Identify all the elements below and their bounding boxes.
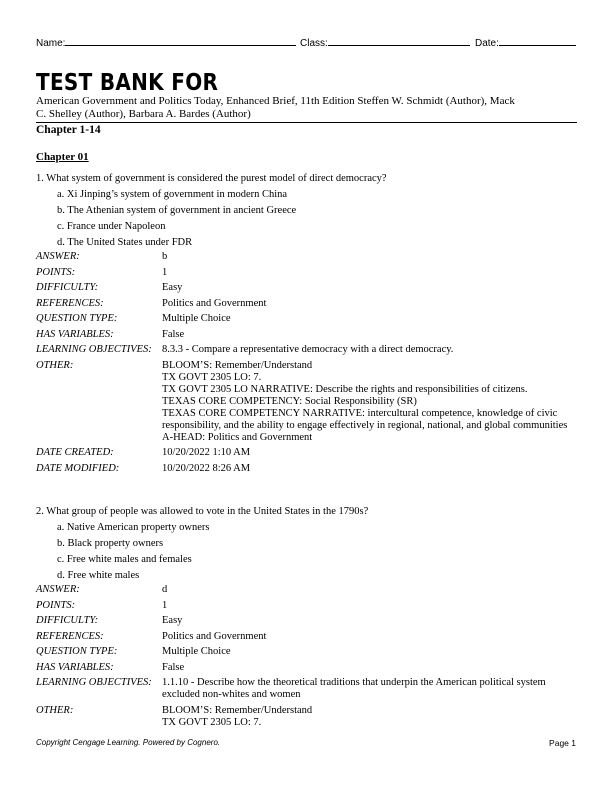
meta-row-question-type xyxy=(36,646,576,662)
question-type-label: QUESTION TYPE: xyxy=(36,313,118,324)
meta-row-date-created xyxy=(36,447,576,463)
page-title: TEST BANK FOR xyxy=(36,68,219,96)
other-line: TEXAS CORE COMPETENCY: Social Responsibility (SR) xyxy=(162,395,417,407)
meta-row-references xyxy=(36,298,576,314)
choice-b: b. Black property owners xyxy=(57,538,164,549)
date-modified-value: 10/20/2022 8:26 AM xyxy=(162,462,251,474)
subtitle-line-1: American Government and Politics Today, Enhanced Brief, 11th Edition Steffen W. Schmidt (Author), Mack xyxy=(36,95,515,107)
name-blank xyxy=(65,36,296,46)
question-metadata xyxy=(36,251,576,478)
choice-d: d. The United States under FDR xyxy=(57,237,193,248)
title-divider xyxy=(36,122,577,123)
meta-row-learning-objectives xyxy=(36,677,576,705)
meta-row-other xyxy=(36,705,576,733)
meta-row-date-modified xyxy=(36,463,576,479)
other-value xyxy=(162,705,576,733)
other-label: OTHER: xyxy=(36,704,74,716)
difficulty-label: DIFFICULTY: xyxy=(36,615,99,626)
references-label: REFERENCES: xyxy=(36,630,104,642)
meta-row-has-variables xyxy=(36,662,576,678)
question-type-value: Multiple Choice xyxy=(162,313,231,324)
has-variables-label: HAS VARIABLES: xyxy=(36,328,114,340)
book-subtitle xyxy=(36,95,576,121)
meta-row-answer xyxy=(36,584,576,600)
other-line: TEXAS CORE COMPETENCY NARRATIVE: intercultural competence, knowledge of civic responsibility, and the ability to engage effectively in regional, national, and global communities xyxy=(162,407,568,431)
other-line: TX GOVT 2305 LO: 7. xyxy=(162,371,262,383)
meta-row-difficulty xyxy=(36,615,576,631)
difficulty-value: Easy xyxy=(162,282,183,293)
learning-objectives-value: 8.3.3 - Compare a representative democracy with a direct democracy. xyxy=(162,344,454,355)
choice-list xyxy=(36,520,577,584)
choice-d: d. Free white males xyxy=(57,570,140,581)
footer-copyright: Copyright Cengage Learning. Powered by Cognero. xyxy=(36,738,221,747)
other-value xyxy=(162,360,576,448)
meta-row-learning-objectives xyxy=(36,344,576,360)
meta-row-other xyxy=(36,360,576,448)
question-block-1 xyxy=(36,171,577,478)
points-value: 1 xyxy=(162,266,168,278)
references-value: Politics and Government xyxy=(162,630,267,642)
subtitle-line-2: C. Shelley (Author), Barbara A. Bardes (Author) xyxy=(36,108,251,120)
chapter-range: Chapter 1-14 xyxy=(36,124,101,136)
question-type-label: QUESTION TYPE: xyxy=(36,646,118,657)
difficulty-label: DIFFICULTY: xyxy=(36,282,99,293)
chapter-heading: Chapter 01 xyxy=(36,151,89,163)
answer-label: ANSWER: xyxy=(36,251,80,262)
class-blank xyxy=(328,36,470,46)
other-line: BLOOM’S: Remember/Understand xyxy=(162,359,313,371)
name-field-label xyxy=(36,36,296,49)
learning-objectives-value: 1.1.10 - Describe how the theoretical traditions that underpin the American political system excluded non-whites and women xyxy=(162,677,546,700)
meta-row-points xyxy=(36,600,576,616)
choice-a: a. Xi Jinping’s system of government in modern China xyxy=(57,189,288,200)
has-variables-value: False xyxy=(162,661,185,673)
points-value: 1 xyxy=(162,599,168,611)
answer-label: ANSWER: xyxy=(36,584,80,595)
date-created-label: DATE CREATED: xyxy=(36,447,114,458)
learning-objectives-label: LEARNING OBJECTIVES: xyxy=(36,344,152,355)
meta-row-question-type xyxy=(36,313,576,329)
references-label: REFERENCES: xyxy=(36,297,104,309)
choice-c: c. Free white males and females xyxy=(57,554,192,565)
meta-row-answer xyxy=(36,251,576,267)
date-blank xyxy=(499,36,576,46)
question-text: 2. What group of people was allowed to vote in the United States in the 1790s? xyxy=(36,506,369,517)
references-value: Politics and Government xyxy=(162,297,267,309)
class-field-label xyxy=(300,36,470,49)
choice-b: b. The Athenian system of government in ancient Greece xyxy=(57,205,297,216)
other-line: BLOOM’S: Remember/Understand xyxy=(162,704,313,716)
date-modified-label: DATE MODIFIED: xyxy=(36,462,120,474)
meta-row-points xyxy=(36,267,576,283)
name-label: Name: xyxy=(36,38,66,49)
question-metadata xyxy=(36,584,576,732)
other-line: A-HEAD: Politics and Government xyxy=(162,431,313,443)
points-label: POINTS: xyxy=(36,266,76,278)
points-label: POINTS: xyxy=(36,599,76,611)
other-line: TX GOVT 2305 LO NARRATIVE: Describe the rights and responsibilities of citizens. xyxy=(162,383,528,395)
has-variables-label: HAS VARIABLES: xyxy=(36,661,114,673)
learning-objectives-label: LEARNING OBJECTIVES: xyxy=(36,677,152,688)
answer-value: b xyxy=(162,251,168,262)
other-line: TX GOVT 2305 LO: 7. xyxy=(162,716,262,728)
class-label: Class: xyxy=(300,38,328,49)
meta-row-references xyxy=(36,631,576,647)
meta-row-has-variables xyxy=(36,329,576,345)
choice-a: a. Native American property owners xyxy=(57,522,210,533)
has-variables-value: False xyxy=(162,328,185,340)
question-type-value: Multiple Choice xyxy=(162,646,231,657)
choice-list xyxy=(36,187,577,251)
question-text: 1. What system of government is considered the purest model of direct democracy? xyxy=(36,173,387,184)
date-label: Date: xyxy=(475,38,499,49)
question-block-2 xyxy=(36,504,577,732)
page-number: Page 1 xyxy=(549,738,576,748)
choice-c: c. France under Napoleon xyxy=(57,221,166,232)
date-created-value: 10/20/2022 1:10 AM xyxy=(162,447,251,458)
other-label: OTHER: xyxy=(36,359,74,371)
difficulty-value: Easy xyxy=(162,615,183,626)
date-field-label xyxy=(475,36,576,49)
answer-value: d xyxy=(162,584,168,595)
meta-row-difficulty xyxy=(36,282,576,298)
